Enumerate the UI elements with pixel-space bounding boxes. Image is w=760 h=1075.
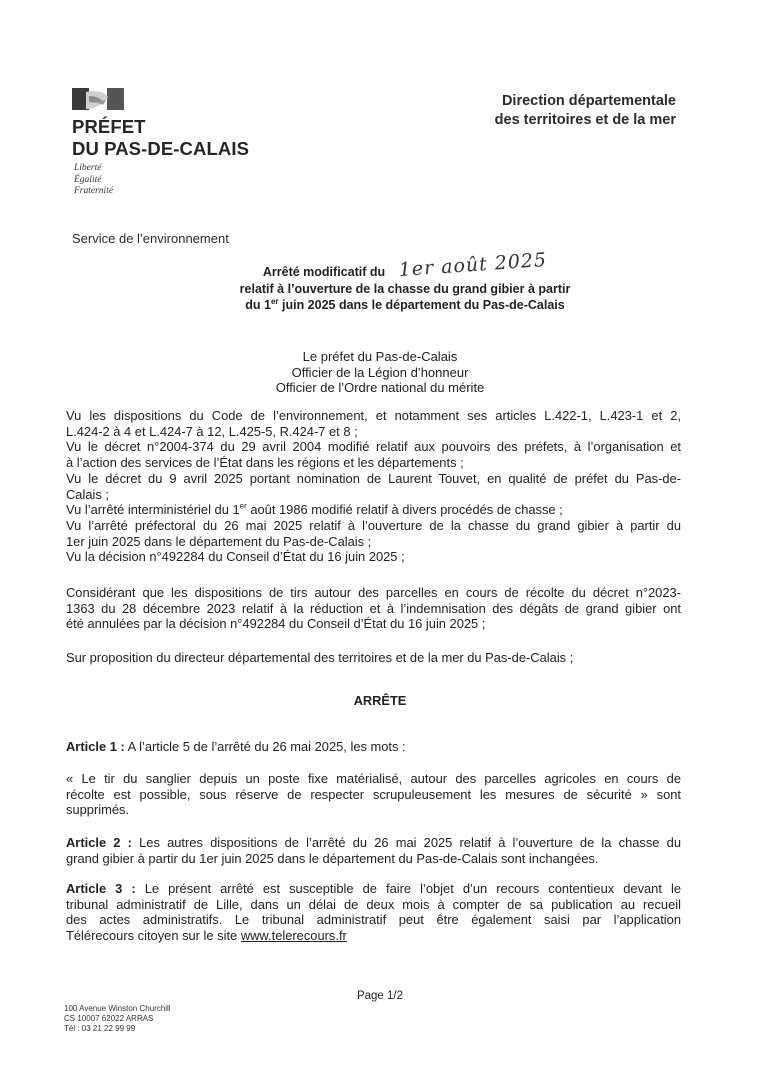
visa-line: Vu la décision n°492284 du Conseil d’État du 16 juin 2025 ;: [66, 549, 405, 565]
considerant-block: [66, 585, 681, 632]
title-line-3-sup: er: [270, 296, 279, 306]
article-3-line: tribunal administratif de Lille, dans un délai de deux mois à compter de sa publication au recueil: [66, 896, 681, 912]
footer-address: [64, 1004, 264, 1034]
prefet-title-line: PRÉFET: [72, 116, 146, 137]
visa-line: Vu le décret n°2004-374 du 29 avril 2004 modifié relatif aux pouvoirs des préfets, à l’organisation et: [66, 439, 681, 455]
visa-line: L.424-2 à 4 et L.424-7 à 12, L.425-5, R.424-7 et 8 ;: [66, 423, 358, 439]
motto-line: Égalité: [74, 174, 102, 185]
title-line-1: [140, 248, 670, 282]
visas-block: [66, 408, 681, 565]
motto-line: Fraternité: [74, 186, 114, 196]
prefect-block: [190, 349, 570, 396]
title-line-2: relatif à l’ouverture de la chasse du grand gibier à partir: [239, 281, 571, 296]
article-1-quote: [66, 771, 681, 818]
article-3-line: des actes administratifs. Le tribunal administratif peut être également saisi par l’application: [66, 912, 681, 928]
visa-l7-suffix: août 1986 modifié relatif à divers procédés de chasse ;: [246, 502, 563, 518]
visa-line: Vu l’arrêté préfectoral du 26 mai 2025 relatif à l’ouverture de la chasse du grand gibier à partir du: [66, 517, 681, 533]
article-3-l1: Le présent arrêté est susceptible de faire l’objet d’un recours contentieux devant le: [135, 881, 682, 896]
quote-line: récolte est possible, sous réserve de respecter scrupuleusement les mesures de sécurité » sont: [66, 786, 681, 802]
article-1-text: A l’article 5 de l’arrêté du 26 mai 2025, les mots :: [124, 739, 406, 754]
telerecours-link[interactable]: www.telerecours.fr: [240, 928, 347, 944]
page-number: Page 1/2: [356, 990, 404, 1002]
title-line-3: [140, 297, 670, 314]
quote-line: supprimés.: [66, 802, 130, 818]
marianne-logo-icon: [72, 88, 124, 110]
handwritten-date: 1er août 2025: [397, 248, 548, 282]
footer-line: 100 Avenue Winston Churchill: [64, 1004, 171, 1013]
direction-header: [430, 92, 676, 130]
visa-line: [66, 502, 681, 518]
article-2-line: [66, 835, 681, 851]
article-1-label: Article 1 :: [66, 739, 125, 754]
footer-line: Tél : 03 21 22 99 99: [64, 1024, 136, 1033]
article-3: [66, 881, 681, 944]
considerant-line: 1363 du 28 décembre 2023 relatif à la réduction et à l’indemnisation des dégâts de grand gibier ont: [66, 600, 681, 616]
arrete-heading: ARRÊTE: [353, 693, 407, 708]
document-title: [140, 248, 670, 314]
prefect-line: Le préfet du Pas-de-Calais: [302, 349, 458, 364]
title-line-3-suffix: juin 2025 dans le département du Pas-de-Calais: [278, 298, 565, 312]
article-3-l4-prefix: Télérecours citoyen sur le site: [66, 928, 241, 944]
article-2-line: grand gibier à partir du 1er juin 2025 dans le département du Pas-de-Calais sont inchangées.: [66, 850, 599, 866]
visa-line: Calais ;: [66, 486, 109, 502]
visa-line: Vu les dispositions du Code de l’environnement, et notamment ses articles L.422-1, L.423-1 et 2,: [66, 408, 681, 423]
considerant-line: été annulées par la décision n°492284 du Conseil d’État du 16 juin 2025 ;: [66, 616, 486, 632]
article-3-label: Article 3 :: [66, 881, 136, 896]
prefect-line: Officier de l’Ordre national du mérite: [275, 380, 485, 395]
republic-motto: [74, 163, 194, 198]
quote-line: « Le tir du sanglier depuis un poste fixe matérialisé, autour des parcelles agricoles en cours de: [66, 771, 681, 786]
direction-line: Direction départementale: [501, 93, 676, 109]
service-name: Service de l’environnement: [72, 231, 229, 246]
direction-line: des territoires et de la mer: [494, 112, 676, 128]
visa-l7-sup: er: [239, 501, 247, 511]
visa-line: à l’action des services de l’État dans les régions et les départements ;: [66, 455, 464, 471]
article-3-line: [66, 928, 681, 944]
article-2-label: Article 2 :: [66, 835, 132, 850]
article-1: [66, 739, 681, 755]
visa-line: Vu le décret du 9 avril 2025 portant nomination de Laurent Touvet, en qualité de préfet du Pas-de-: [66, 470, 681, 486]
prefet-title-line: DU PAS-DE-CALAIS: [72, 138, 250, 159]
considerant-line: Considérant que les dispositions de tirs autour des parcelles en cours de récolte du décret n°2023-: [66, 585, 681, 600]
title-prefix: Arrêté modificatif du: [262, 265, 386, 279]
prefet-title: [72, 116, 332, 160]
motto-line: Liberté: [74, 163, 102, 173]
article-2: [66, 835, 681, 866]
prefect-line: Officier de la Légion d’honneur: [291, 364, 469, 380]
footer-line: CS 10007 62022 ARRAS: [64, 1014, 154, 1023]
visa-l7-prefix: Vu l’arrêté interministériel du 1: [66, 502, 240, 518]
proposition-line: Sur proposition du directeur départemental des territoires et de la mer du Pas-de-Calais ;: [66, 650, 574, 665]
title-line-3-prefix: du 1: [245, 298, 271, 312]
article-2-l1: Les autres dispositions de l’arrêté du 26 mai 2025 relatif à l’ouverture de la chasse du: [131, 835, 681, 850]
article-3-line: [66, 881, 681, 897]
visa-line: 1er juin 2025 dans le département du Pas-de-Calais ;: [66, 533, 372, 549]
